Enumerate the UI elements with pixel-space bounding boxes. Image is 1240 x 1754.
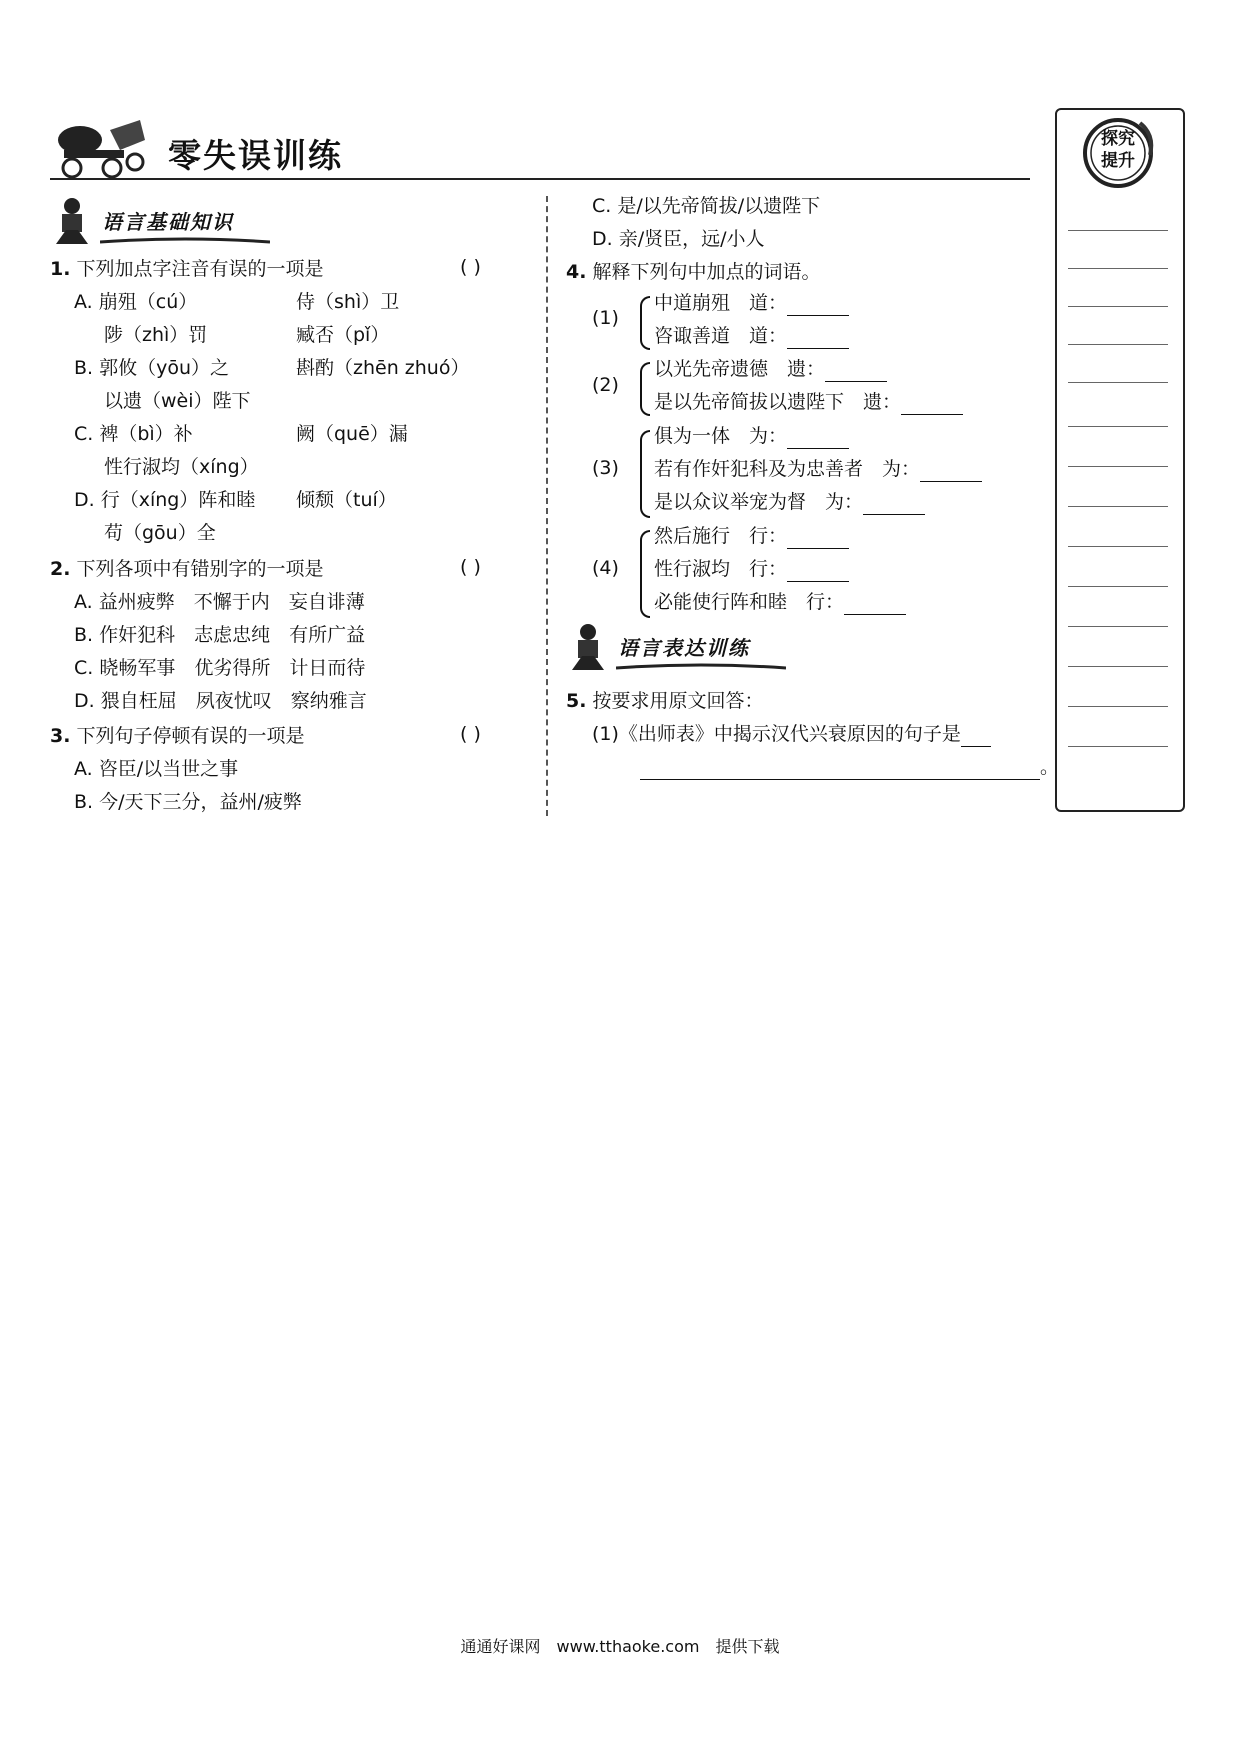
q1-option-b3: 以遗（wèi）陛下 bbox=[104, 390, 251, 412]
side-note-line bbox=[1068, 426, 1168, 427]
q3-option-a: A. 咨臣/以当世之事 bbox=[74, 758, 239, 780]
q3-option-d: D. 亲/贤臣，远/小人 bbox=[592, 228, 765, 250]
q4-group2-item1: 以光先帝遗德 遗： bbox=[654, 356, 887, 382]
side-note-line bbox=[1068, 746, 1168, 747]
q4-group1-item2: 咨诹善道 道： bbox=[654, 323, 849, 349]
q1-option-c2: 阙（quē）漏 bbox=[296, 423, 408, 445]
q4-group4-item1: 然后施行 行： bbox=[654, 523, 849, 549]
mascot-cart-icon bbox=[50, 110, 160, 180]
q1-option-c3: 性行淑均（xíng） bbox=[104, 456, 259, 478]
answer-blank[interactable] bbox=[787, 295, 849, 316]
column-divider bbox=[546, 196, 548, 816]
q2-option-d: D. 猥自枉屈 夙夜忧叹 察纳雅言 bbox=[74, 690, 367, 712]
answer-blank[interactable] bbox=[863, 494, 925, 515]
q4-group2-brace bbox=[640, 362, 650, 416]
q1-option-b1: B. 郭攸（yōu）之 bbox=[74, 357, 230, 379]
answer-blank[interactable] bbox=[640, 759, 1040, 780]
section-title-expression: 语言表达训练 bbox=[618, 636, 750, 660]
q4-group2-item2: 是以先帝简拔以遗陛下 遗： bbox=[654, 389, 963, 415]
q1-answer-paren[interactable]: ( ) bbox=[460, 256, 481, 278]
q4-group2-label: (2) bbox=[592, 374, 619, 396]
q1-option-a1: A. 崩殂（cú） bbox=[74, 291, 198, 313]
q5-stem: 5. 按要求用原文回答： bbox=[566, 690, 764, 712]
side-note-line bbox=[1068, 706, 1168, 707]
q1-option-a4: 臧否（pǐ） bbox=[296, 324, 390, 346]
q3-option-c: C. 是/以先帝简拔/以遗陛下 bbox=[592, 195, 821, 217]
q4-group3-item1: 俱为一体 为： bbox=[654, 423, 849, 449]
q1-option-a2: 侍（shì）卫 bbox=[296, 291, 400, 313]
q2-option-b: B. 作奸犯科 志虑忠纯 有所广益 bbox=[74, 624, 366, 646]
answer-blank[interactable] bbox=[901, 394, 963, 415]
q1-option-c1: C. 裨（bì）补 bbox=[74, 423, 193, 445]
q2-option-c: C. 晓畅军事 优劣得所 计日而待 bbox=[74, 657, 366, 679]
q4-group4-item2: 性行淑均 行： bbox=[654, 556, 849, 582]
q4-group3-item2: 若有作奸犯科及为忠善者 为： bbox=[654, 456, 982, 482]
q1-option-b2: 斟酌（zhēn zhuó） bbox=[296, 357, 470, 379]
q4-group1-label: (1) bbox=[592, 307, 619, 329]
q2-option-a: A. 益州疲弊 不懈于内 妄自诽薄 bbox=[74, 591, 365, 613]
answer-blank[interactable] bbox=[844, 594, 906, 615]
section-header-expression bbox=[566, 622, 806, 672]
q3-answer-paren[interactable]: ( ) bbox=[460, 723, 481, 745]
answer-blank[interactable] bbox=[825, 361, 887, 382]
q3-option-b: B. 今/天下三分，益州/疲弊 bbox=[74, 791, 302, 813]
reading-mascot-icon bbox=[50, 196, 94, 246]
page-header bbox=[50, 110, 1030, 180]
side-note-line bbox=[1068, 466, 1168, 467]
side-note-line bbox=[1068, 546, 1168, 547]
answer-blank[interactable] bbox=[961, 726, 991, 747]
q4-group3-brace bbox=[640, 430, 650, 518]
q4-group4-brace bbox=[640, 530, 650, 618]
q4-group3-label: (3) bbox=[592, 457, 619, 479]
side-note-line bbox=[1068, 586, 1168, 587]
q4-group1-item1: 中道崩殂 道： bbox=[654, 290, 849, 316]
q1-option-d2: 倾颓（tuí） bbox=[296, 489, 397, 511]
q1-option-a3: 陟（zhì）罚 bbox=[104, 324, 208, 346]
q4-group4-label: (4) bbox=[592, 557, 619, 579]
page-footer: 通通好课网 www.tthaoke.com 提供下载 bbox=[460, 1637, 780, 1656]
section-underline bbox=[616, 662, 786, 672]
q4-stem: 4. 解释下列句中加点的词语。 bbox=[566, 261, 821, 283]
q2-stem: 2. 下列各项中有错别字的一项是 bbox=[50, 558, 324, 580]
q4-group1-brace bbox=[640, 296, 650, 350]
q5-answer-line: 。 bbox=[640, 754, 1059, 780]
side-note-line bbox=[1068, 230, 1168, 231]
side-note-line bbox=[1068, 306, 1168, 307]
q4-group4-item3: 必能使行阵和睦 行： bbox=[654, 589, 906, 615]
side-note-line bbox=[1068, 666, 1168, 667]
answer-blank[interactable] bbox=[787, 561, 849, 582]
side-note-line bbox=[1068, 506, 1168, 507]
q1-option-d3: 苟（gōu）全 bbox=[104, 522, 216, 544]
answer-blank[interactable] bbox=[787, 428, 849, 449]
q1-option-d1: D. 行（xíng）阵和睦 bbox=[74, 489, 256, 511]
q4-group3-item3: 是以众议举宠为督 为： bbox=[654, 489, 925, 515]
reading-mascot-icon bbox=[566, 622, 610, 672]
side-badge-label: 探究提升 bbox=[1101, 129, 1135, 171]
section-title-basic: 语言基础知识 bbox=[102, 210, 234, 234]
answer-blank[interactable] bbox=[787, 328, 849, 349]
header-rule bbox=[50, 178, 1030, 180]
side-note-line bbox=[1068, 268, 1168, 269]
page-title: 零失误训练 bbox=[168, 136, 343, 175]
side-note-line bbox=[1068, 382, 1168, 383]
side-note-line bbox=[1068, 626, 1168, 627]
q5-subquestion-1: (1)《出师表》中揭示汉代兴衰原因的句子是 bbox=[592, 721, 991, 747]
q2-answer-paren[interactable]: ( ) bbox=[460, 556, 481, 578]
q1-stem: 1. 下列加点字注音有误的一项是 bbox=[50, 258, 324, 280]
section-underline bbox=[100, 236, 270, 246]
side-note-line bbox=[1068, 344, 1168, 345]
answer-blank[interactable] bbox=[787, 528, 849, 549]
answer-blank[interactable] bbox=[920, 461, 982, 482]
section-header-basic bbox=[50, 196, 290, 246]
q3-stem: 3. 下列句子停顿有误的一项是 bbox=[50, 725, 305, 747]
